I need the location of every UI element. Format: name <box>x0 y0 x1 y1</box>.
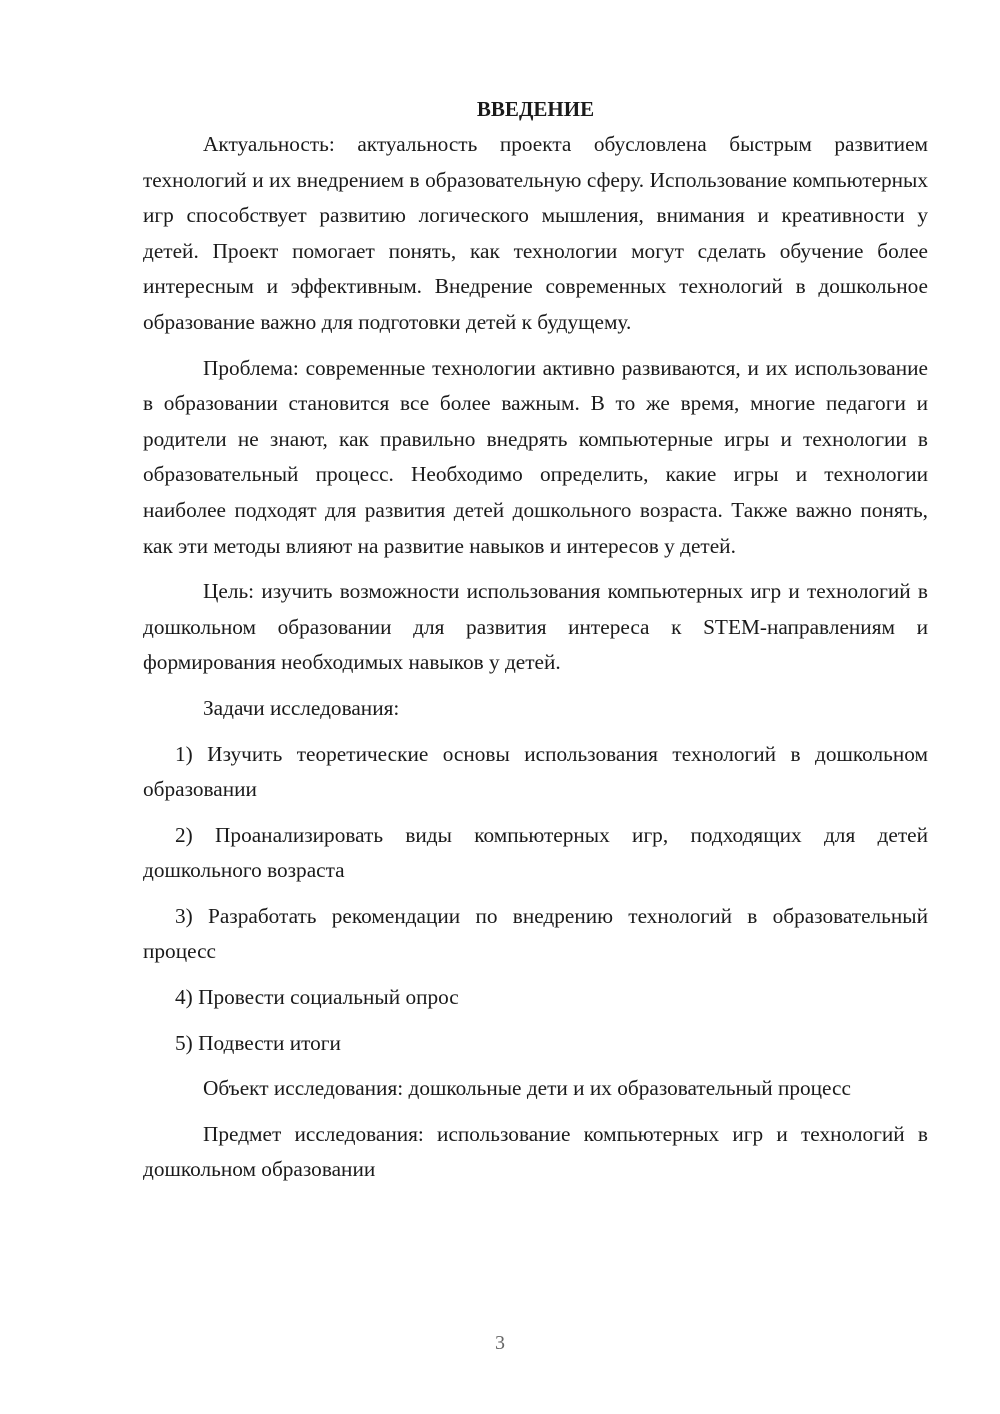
paragraph-subject: Предмет исследования: использование компьютерных игр и технологий в дошкольном образовании <box>143 1121 928 1182</box>
page-number: 3 <box>495 1332 505 1354</box>
paragraph-goal: Цель: изучить возможности использования компьютерных игр и технологий в дошкольном образовании для развития интереса к STEM-направлениям и формирования необходимых навыков у детей. <box>143 579 928 675</box>
document-page <box>143 92 928 1188</box>
tasks-list <box>143 737 928 1062</box>
task-item-4: 4) Провести социальный опрос <box>175 985 459 1010</box>
page-title: ВВЕДЕНИЕ <box>476 97 595 121</box>
tasks-heading: Задачи исследования: <box>203 695 400 720</box>
task-item-2: 2) Проанализировать виды компьютерных игр, подходящих для детей дошкольного возраста <box>143 822 928 883</box>
task-item-3: 3) Разработать рекомендации по внедрению технологий в образовательный процесс <box>143 903 928 964</box>
task-item-1: 1) Изучить теоретические основы использования технологий в дошкольном образовании <box>143 741 928 802</box>
paragraph-relevance: Актуальность: актуальность проекта обусловлена быстрым развитием технологий и их внедрением в образовательную сферу. Использование компьютерных игр способствует развитию логического мышления, внимания и креативности у детей. Проект помогает понять, как технологии могут сделать обучение более интересным и эффективным. Внедрение современных технологий в дошкольное образование важно для подготовки детей к будущему. <box>143 132 928 334</box>
paragraph-object: Объект исследования: дошкольные дети и их образовательный процесс <box>203 1076 851 1101</box>
paragraph-problem: Проблема: современные технологии активно развиваются, и их использование в образовании становится все более важным. В то же время, многие педагоги и родители не знают, как правильно внедрять компьютерные игры и технологии в образовательный процесс. Необходимо определить, какие игры и технологии наиболее подходят для развития детей дошкольного возраста. Также важно понять, как эти методы влияют на развитие навыков и интересов у детей. <box>143 355 928 558</box>
task-item-5: 5) Подвести итоги <box>175 1030 341 1055</box>
